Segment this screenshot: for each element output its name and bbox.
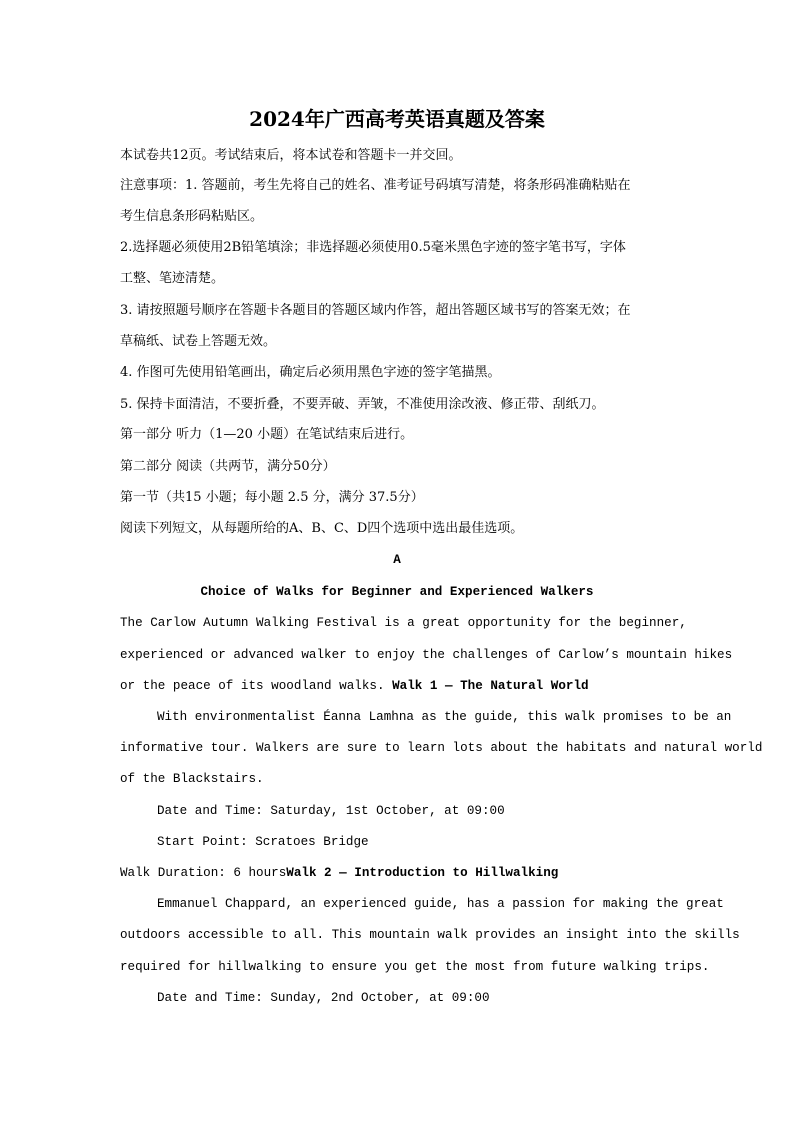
walk1-title: Walk 1 — The Natural World [392, 679, 589, 693]
part2-heading: 第二部分 阅读（共两节，满分50分） [120, 459, 336, 474]
passage-heading: Choice of Walks for Beginner and Experienced Walkers [200, 585, 594, 599]
passage-label: A [393, 553, 401, 567]
walk1-start: Start Point: Scratoes Bridge [157, 835, 369, 849]
walk1-duration: Walk Duration: 6 hours [120, 866, 287, 880]
passage-text: The Carlow Autumn Walking Festival is a great opportunity for the beginner, [120, 616, 687, 630]
passage-text: experienced or advanced walker to enjoy the challenges of Carlow’s mountain hikes [120, 648, 733, 662]
directions: 阅读下列短文，从每题所给的A、B、C、D四个选项中选出最佳选项。 [120, 521, 524, 536]
passage-text [120, 678, 589, 694]
instruction-line: 5. 保持卡面清洁，不要折叠，不要弄破、弄皱，不准使用涂改液、修正带、刮纸刀。 [120, 397, 605, 412]
passage-text-segment: or the peace of its woodland walks. [120, 679, 385, 693]
walk1-desc: With environmentalist Éanna Lamhna as the guide, this walk promises to be an [157, 710, 732, 724]
walk1-date: Date and Time: Saturday, 1st October, at 09:00 [157, 804, 505, 818]
page-title: 2024年广西高考英语真题及答案 [249, 107, 545, 131]
section1-heading: 第一节（共15 小题；每小题 2.5 分，满分 37.5分） [120, 490, 424, 505]
instruction-line: 草稿纸、试卷上答题无效。 [120, 334, 277, 349]
walk1-desc: informative tour. Walkers are sure to learn lots about the habitats and natural world [120, 741, 763, 755]
walk2-date: Date and Time: Sunday, 2nd October, at 09:00 [157, 991, 490, 1005]
instruction-line: 注意事项：1. 答题前，考生先将自己的姓名、准考证号码填写清楚，将条形码准确粘贴在 [120, 178, 631, 193]
instruction-line: 考生信息条形码粘贴区。 [120, 209, 264, 224]
instruction-line: 4. 作图可先使用铅笔画出，确定后必须用黑色字迹的签字笔描黑。 [120, 365, 501, 380]
instruction-line: 3. 请按照题号顺序在答题卡各题目的答题区域内作答，超出答题区域书写的答案无效；在 [120, 303, 631, 318]
instruction-line: 2.选择题必须使用2B铅笔填涂；非选择题必须使用0.5毫米黑色字迹的签字笔书写，字体 [120, 240, 626, 255]
walk1-desc: of the Blackstairs. [120, 772, 264, 786]
walk2-desc: Emmanuel Chappard, an experienced guide, has a passion for making the great [157, 897, 724, 911]
instruction-line: 本试卷共12页。考试结束后，将本试卷和答题卡一并交回。 [120, 148, 462, 163]
walk2-desc: outdoors accessible to all. This mountain walk provides an insight into the skills [120, 928, 740, 942]
walk2-title: Walk 2 — Introduction to Hillwalking [286, 866, 559, 880]
walk2-desc: required for hillwalking to ensure you get the most from future walking trips. [120, 960, 710, 974]
instruction-line: 工整、笔迹清楚。 [120, 271, 225, 286]
part1-heading: 第一部分 听力（1—20 小题）在笔试结束后进行。 [120, 427, 414, 442]
walk1-duration-line [120, 865, 558, 881]
